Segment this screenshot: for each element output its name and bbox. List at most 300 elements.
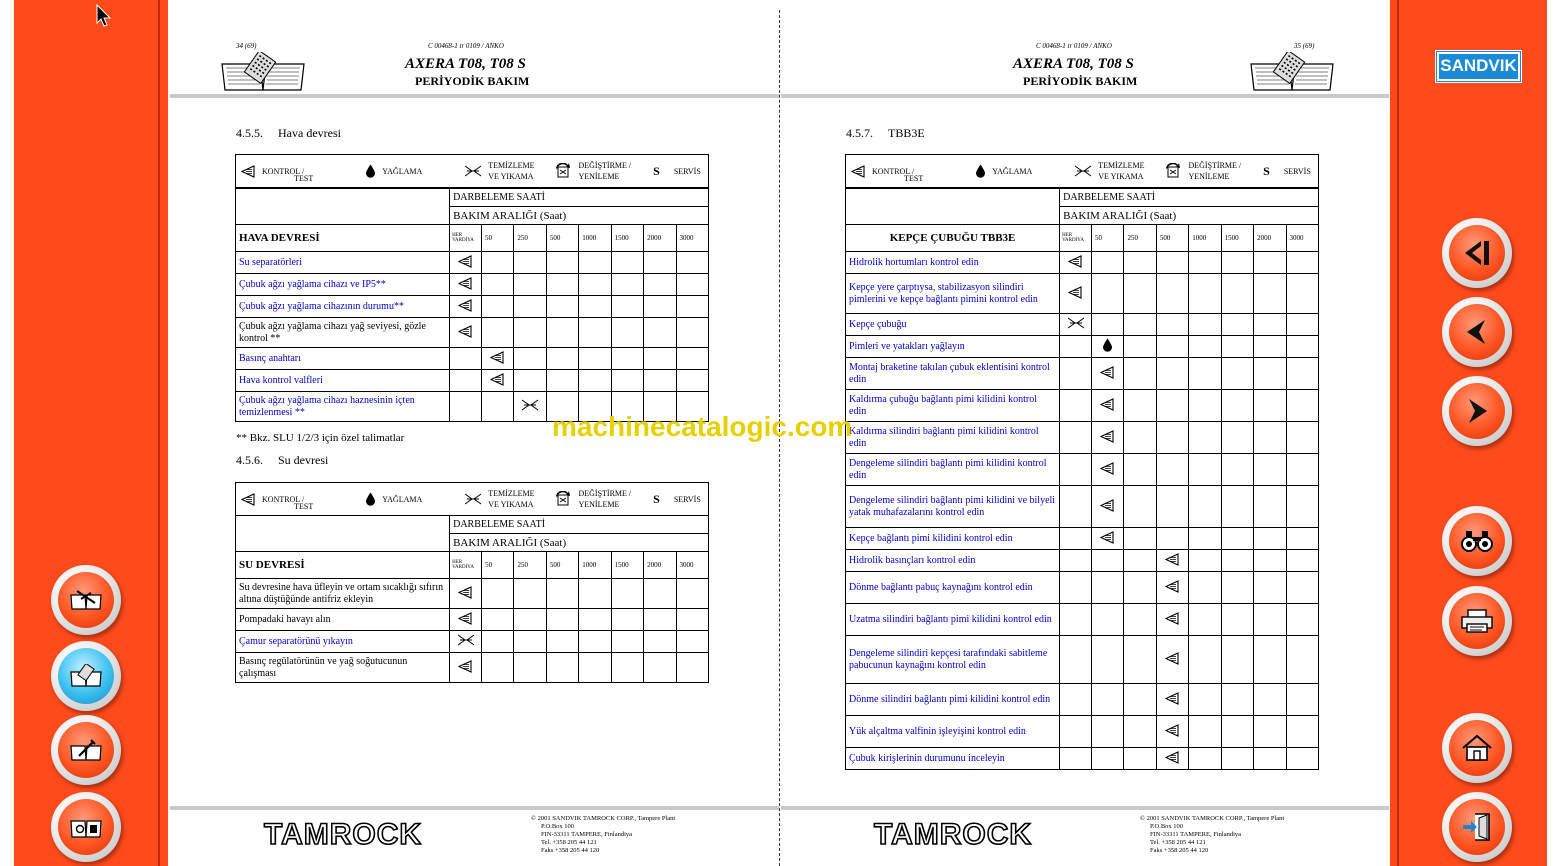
empty-cell — [611, 579, 643, 609]
control-mark-icon — [1156, 748, 1188, 770]
empty-cell — [546, 609, 578, 631]
empty-cell — [514, 318, 546, 348]
control-mark-icon — [1060, 252, 1092, 274]
empty-cell — [482, 609, 514, 631]
empty-cell — [1254, 604, 1286, 636]
interval-header: HER VARDİYA — [1060, 225, 1092, 252]
empty-cell — [482, 274, 514, 296]
table-row — [236, 274, 709, 296]
empty-cell — [546, 318, 578, 348]
empty-cell — [514, 609, 546, 631]
empty-cell — [1060, 454, 1092, 486]
control-mark-icon — [482, 348, 514, 370]
empty-cell — [1189, 314, 1221, 336]
table-row — [846, 336, 1319, 358]
task-label: Dengeleme silindiri bağlantı pimi kilidini kontrol edin — [846, 454, 1060, 486]
empty-cell — [1156, 454, 1188, 486]
empty-cell — [514, 296, 546, 318]
section-heading: 4.5.6. Su devresi — [236, 453, 329, 467]
legend-service: S SERVİS — [653, 163, 701, 178]
footnote: ** Bkz. SLU 1/2/3 için özel talimatlar — [236, 432, 405, 444]
empty-cell — [482, 318, 514, 348]
empty-cell — [1286, 572, 1318, 604]
first-page-button[interactable] — [1442, 218, 1512, 288]
interval-header: 250 — [1124, 225, 1156, 252]
control-mark-icon — [450, 296, 482, 318]
empty-cell — [1189, 716, 1221, 748]
table-title: KEPÇE ÇUBUĞU TBB3E — [846, 225, 1060, 252]
empty-cell — [1286, 748, 1318, 770]
empty-cell — [1254, 314, 1286, 336]
print-icon — [1449, 593, 1505, 649]
interval-header: 50 — [482, 552, 514, 579]
empty-cell — [450, 348, 482, 370]
control-mark-icon — [1092, 486, 1124, 528]
table-row — [236, 348, 709, 370]
empty-cell — [676, 348, 709, 370]
empty-cell — [644, 653, 676, 683]
tools-book-icon — [58, 722, 114, 778]
task-label: Kepçe bağlantı pimi kilidini kontrol edin — [846, 528, 1060, 550]
empty-cell — [1156, 528, 1188, 550]
empty-cell — [579, 653, 611, 683]
table-row — [846, 528, 1319, 550]
table-row — [236, 609, 709, 631]
legend-clean: TEMİZLEME VE YIKAMA — [1074, 160, 1144, 182]
page-number: 35 (69) — [1294, 42, 1315, 50]
empty-cell — [1254, 550, 1286, 572]
symbol-legend — [235, 154, 709, 188]
interval-header: 3000 — [676, 552, 708, 579]
empty-cell — [611, 609, 643, 631]
empty-cell — [514, 631, 546, 653]
empty-cell — [1124, 572, 1156, 604]
legend-service: S SERVİS — [1263, 163, 1311, 178]
empty-cell — [644, 631, 676, 653]
table-row — [846, 636, 1319, 684]
maintenance-table — [235, 188, 709, 422]
empty-cell — [1254, 748, 1286, 770]
empty-cell — [1060, 390, 1092, 422]
empty-cell — [546, 274, 578, 296]
task-label: Kepçe çubuğu — [846, 314, 1060, 336]
empty-cell — [1286, 422, 1318, 454]
empty-cell — [1060, 636, 1092, 684]
legend-lube: YAĞLAMA — [365, 164, 422, 178]
control-mark-icon — [1156, 604, 1188, 636]
empty-cell — [1189, 528, 1221, 550]
empty-cell — [644, 579, 676, 609]
empty-cell — [1092, 604, 1124, 636]
table-row — [846, 390, 1319, 422]
empty-cell — [1221, 454, 1253, 486]
page-number: 34 (69) — [236, 42, 257, 50]
task-label: Uzatma silindiri bağlantı pimi kilidini kontrol edin — [846, 604, 1060, 636]
empty-cell — [579, 370, 611, 392]
manual-book-button[interactable] — [51, 641, 121, 711]
tools-book-button[interactable] — [51, 715, 121, 785]
empty-cell — [644, 318, 676, 348]
empty-cell — [1221, 716, 1253, 748]
table-corner — [236, 516, 450, 552]
interval-header: 1000 — [579, 552, 611, 579]
empty-cell — [1189, 358, 1221, 390]
empty-cell — [1124, 422, 1156, 454]
empty-cell — [1189, 274, 1221, 314]
empty-cell — [611, 370, 643, 392]
legend-replace: DEĞİŞTİRME / YENİLEME — [554, 488, 631, 510]
empty-cell — [1189, 454, 1221, 486]
empty-cell — [1254, 636, 1286, 684]
interval-header: 500 — [546, 225, 578, 252]
empty-cell — [1124, 716, 1156, 748]
empty-cell — [644, 609, 676, 631]
exit-button[interactable] — [1442, 792, 1512, 862]
legend-clean: TEMİZLEME VE YIKAMA — [464, 160, 534, 182]
first-page-icon — [1449, 225, 1505, 281]
empty-cell — [676, 653, 708, 683]
empty-cell — [1286, 684, 1318, 716]
empty-cell — [1254, 486, 1286, 528]
symbol-legend — [845, 154, 1319, 188]
empty-cell — [482, 392, 514, 422]
empty-cell — [1221, 314, 1253, 336]
empty-cell — [1221, 336, 1253, 358]
tamrock-logo: TAMROCK — [874, 818, 1033, 851]
empty-cell — [1221, 604, 1253, 636]
empty-cell — [514, 274, 546, 296]
empty-cell — [1286, 358, 1318, 390]
doc-subtitle: PERİYODİK BAKIM — [1023, 74, 1138, 88]
empty-cell — [644, 274, 676, 296]
footer-address: © 2001 SANDVIK TAMROCK CORP., Tampere Plant P.O.Box 100 FIN-33311 TAMPERE, Finlandiya Tel. +358 205 44 121 Faks +358 205 44 120 — [1140, 815, 1285, 854]
task-label: Su devresine hava üfleyin ve ortam sıcaklığı sıfırın altına düştüğünde antifriz ekleyin — [236, 579, 450, 609]
table-row — [236, 296, 709, 318]
empty-cell — [1286, 486, 1318, 528]
table-row — [846, 748, 1319, 770]
empty-cell — [1189, 390, 1221, 422]
empty-cell — [1060, 358, 1092, 390]
empty-cell — [1254, 390, 1286, 422]
empty-cell — [1221, 684, 1253, 716]
empty-cell — [1254, 454, 1286, 486]
task-label: Çamur separatörünü yıkayın — [236, 631, 450, 653]
empty-cell — [1156, 314, 1188, 336]
interval-header: 500 — [546, 552, 578, 579]
doc-subtitle: PERİYODİK BAKIM — [415, 74, 530, 88]
parts-book-button[interactable] — [51, 792, 121, 862]
clean-mark-icon — [1060, 314, 1092, 336]
empty-cell — [1254, 422, 1286, 454]
legend-service: S SERVİS — [653, 491, 701, 506]
empty-cell — [1156, 252, 1188, 274]
empty-cell — [1189, 550, 1221, 572]
empty-cell — [1286, 604, 1318, 636]
task-label: Dengeleme silindiri bağlantı pimi kilidini ve bilyeli yatak muhafazalarını kontrol edin — [846, 486, 1060, 528]
task-label: Kepçe yere çarptıysa, stabilizasyon silindiri pimlerini ve kepçe bağlantı pimini kontrol edin — [846, 274, 1060, 314]
table-row — [846, 486, 1319, 528]
legend-control: KONTROL / — [241, 165, 304, 178]
control-mark-icon — [1092, 358, 1124, 390]
task-label: Hava kontrol valfleri — [236, 370, 450, 392]
next-page-button[interactable] — [1442, 376, 1512, 446]
contents-icon — [58, 572, 114, 628]
search-binoculars-icon — [1449, 513, 1505, 569]
interval-header: 1000 — [579, 225, 611, 252]
empty-cell — [546, 348, 578, 370]
empty-cell — [1092, 572, 1124, 604]
legend-clean: TEMİZLEME VE YIKAMA — [464, 488, 534, 510]
header-rule-left — [170, 94, 779, 98]
table-row — [236, 318, 709, 348]
table-row — [846, 716, 1319, 748]
empty-cell — [1286, 252, 1318, 274]
empty-cell — [611, 631, 643, 653]
table-row — [846, 252, 1319, 274]
empty-cell — [1286, 274, 1318, 314]
empty-cell — [1254, 572, 1286, 604]
empty-cell — [1060, 422, 1092, 454]
empty-cell — [1221, 252, 1253, 274]
control-mark-icon — [1092, 454, 1124, 486]
empty-cell — [1221, 550, 1253, 572]
legend-lube: YAĞLAMA — [975, 164, 1032, 178]
empty-cell — [1189, 748, 1221, 770]
empty-cell — [514, 348, 546, 370]
table-row — [846, 550, 1319, 572]
home-button[interactable] — [1442, 713, 1512, 783]
interval-label: BAKIM ARALIĞI (Saat) — [450, 534, 709, 552]
empty-cell — [579, 348, 611, 370]
empty-cell — [546, 370, 578, 392]
empty-cell — [1060, 572, 1092, 604]
empty-cell — [546, 579, 578, 609]
legend-replace: DEĞİŞTİRME / YENİLEME — [1164, 160, 1241, 182]
empty-cell — [579, 318, 611, 348]
interval-header: 2000 — [1254, 225, 1286, 252]
empty-cell — [482, 653, 514, 683]
control-mark-icon — [450, 609, 482, 631]
empty-cell — [1156, 358, 1188, 390]
empty-cell — [1254, 684, 1286, 716]
empty-cell — [644, 348, 676, 370]
empty-cell — [1124, 274, 1156, 314]
empty-cell — [1189, 572, 1221, 604]
impact-hours-label: DARBELEME SAATİ — [450, 189, 709, 207]
table-title: HAVA DEVRESİ — [236, 225, 450, 252]
empty-cell — [1156, 274, 1188, 314]
empty-cell — [579, 274, 611, 296]
empty-cell — [676, 370, 709, 392]
empty-cell — [1286, 716, 1318, 748]
legend-control: KONTROL / — [851, 165, 914, 178]
interval-header: 50 — [482, 225, 514, 252]
doc-title: AXERA T08, T08 S — [1013, 56, 1134, 72]
empty-cell — [1189, 486, 1221, 528]
empty-cell — [1124, 748, 1156, 770]
empty-cell — [579, 296, 611, 318]
interval-label: BAKIM ARALIĞI (Saat) — [450, 207, 709, 225]
empty-cell — [1221, 486, 1253, 528]
empty-cell — [676, 609, 708, 631]
interval-header: 1500 — [611, 225, 643, 252]
empty-cell — [482, 252, 514, 274]
empty-cell — [1156, 390, 1188, 422]
impact-hours-label: DARBELEME SAATİ — [450, 516, 709, 534]
empty-cell — [1156, 336, 1188, 358]
empty-cell — [1124, 528, 1156, 550]
interval-header: HER VARDİYA — [450, 552, 482, 579]
table-row — [846, 684, 1319, 716]
doc-code: C 00468-1 tr 0109 / ANKO — [428, 42, 504, 50]
interval-header: 1000 — [1189, 225, 1221, 252]
empty-cell — [676, 274, 709, 296]
doc-title: AXERA T08, T08 S — [405, 56, 526, 72]
empty-cell — [1060, 486, 1092, 528]
empty-cell — [1124, 550, 1156, 572]
clean-mark-icon — [450, 631, 482, 653]
empty-cell — [1286, 528, 1318, 550]
empty-cell — [482, 579, 514, 609]
empty-cell — [1189, 684, 1221, 716]
table-corner — [846, 189, 1060, 225]
footer-rule-right — [781, 806, 1389, 810]
task-label: Pompadaki havayı alın — [236, 609, 450, 631]
task-label: Çubuk ağzı yağlama cihazı yağ seviyesi, gözle kontrol ** — [236, 318, 450, 348]
home-icon — [1449, 720, 1505, 776]
interval-header: 1500 — [611, 552, 643, 579]
task-label: Yük alçaltma valfinin işleyişini kontrol edin — [846, 716, 1060, 748]
empty-cell — [1254, 716, 1286, 748]
table-row — [846, 604, 1319, 636]
task-label: Dönme bağlantı pabuç kaynağını kontrol edin — [846, 572, 1060, 604]
legend-control: KONTROL / — [241, 493, 304, 506]
table-row — [236, 370, 709, 392]
empty-cell — [546, 631, 578, 653]
search-button[interactable] — [1442, 506, 1512, 576]
empty-cell — [1189, 252, 1221, 274]
empty-cell — [1124, 390, 1156, 422]
previous-page-button[interactable] — [1442, 297, 1512, 367]
mouse-cursor-icon — [96, 4, 112, 28]
exit-icon — [1449, 799, 1505, 855]
empty-cell — [514, 653, 546, 683]
footer-rule-left — [170, 806, 779, 810]
empty-cell — [611, 348, 643, 370]
empty-cell — [579, 252, 611, 274]
task-label: Kaldırma silindiri bağlantı pimi kilidini kontrol edin — [846, 422, 1060, 454]
empty-cell — [1092, 748, 1124, 770]
empty-cell — [579, 631, 611, 653]
legend-replace: DEĞİŞTİRME / YENİLEME — [554, 160, 631, 182]
empty-cell — [611, 296, 643, 318]
empty-cell — [1221, 528, 1253, 550]
table-row — [236, 653, 709, 683]
empty-cell — [1254, 274, 1286, 314]
empty-cell — [482, 296, 514, 318]
previous-page-icon — [1449, 304, 1505, 360]
empty-cell — [1221, 274, 1253, 314]
print-button[interactable] — [1442, 586, 1512, 656]
table-row — [236, 252, 709, 274]
empty-cell — [611, 252, 643, 274]
empty-cell — [1189, 336, 1221, 358]
empty-cell — [644, 370, 676, 392]
interval-header: 50 — [1092, 225, 1124, 252]
empty-cell — [1221, 748, 1253, 770]
control-mark-icon — [482, 370, 514, 392]
legend-control-sub: TEST — [904, 173, 924, 183]
control-mark-icon — [1156, 716, 1188, 748]
empty-cell — [676, 252, 709, 274]
symbol-legend — [235, 482, 709, 516]
contents-button[interactable] — [51, 565, 121, 635]
interval-header: 500 — [1156, 225, 1188, 252]
table-row — [846, 422, 1319, 454]
next-page-icon — [1449, 383, 1505, 439]
table-row — [846, 358, 1319, 390]
footer-address: © 2001 SANDVIK TAMROCK CORP., Tampere Plant P.O.Box 100 FIN-33311 TAMPERE, Finlandiya Tel. +358 205 44 121 Faks +358 205 44 120 — [531, 815, 676, 854]
task-label: Pimleri ve yatakları yağlayın — [846, 336, 1060, 358]
control-mark-icon — [450, 579, 482, 609]
task-label: Su separatörleri — [236, 252, 450, 274]
maintenance-table — [235, 515, 709, 683]
control-mark-icon — [1092, 422, 1124, 454]
open-book-icon — [220, 52, 306, 92]
empty-cell — [611, 274, 643, 296]
table-row — [846, 454, 1319, 486]
empty-cell — [1124, 336, 1156, 358]
interval-header: HER VARDİYA — [450, 225, 482, 252]
legend-control-sub: TEST — [294, 173, 314, 183]
open-book-icon — [1249, 52, 1335, 92]
empty-cell — [1124, 454, 1156, 486]
legend-lube: YAĞLAMA — [365, 492, 422, 506]
empty-cell — [644, 252, 676, 274]
control-mark-icon — [1156, 550, 1188, 572]
table-row — [846, 274, 1319, 314]
interval-header: 3000 — [1286, 225, 1318, 252]
interval-header: 1500 — [1221, 225, 1253, 252]
task-label: Kaldırma çubuğu bağlantı pimi kilidini kontrol edin — [846, 390, 1060, 422]
task-label: Basınç anahtarı — [236, 348, 450, 370]
empty-cell — [1189, 422, 1221, 454]
control-mark-icon — [1092, 390, 1124, 422]
task-label: Montaj braketine takılan çubuk eklentisini kontrol edin — [846, 358, 1060, 390]
control-mark-icon — [1060, 274, 1092, 314]
legend-control-sub: TEST — [294, 501, 314, 511]
empty-cell — [1221, 636, 1253, 684]
task-label: Dönme silindiri bağlantı pimi kilidini kontrol edin — [846, 684, 1060, 716]
task-label: Hidrolik basınçları kontrol edin — [846, 550, 1060, 572]
control-mark-icon — [1156, 636, 1188, 684]
empty-cell — [1286, 314, 1318, 336]
empty-cell — [450, 392, 482, 422]
empty-cell — [482, 631, 514, 653]
empty-cell — [1092, 684, 1124, 716]
empty-cell — [546, 296, 578, 318]
empty-cell — [1060, 528, 1092, 550]
watermark: machinecatalogic.com — [552, 411, 853, 442]
control-mark-icon — [450, 653, 482, 683]
task-label: Basınç regülatörünün ve yağ soğutucunun çalışması — [236, 653, 450, 683]
interval-header: 250 — [514, 552, 546, 579]
empty-cell — [1286, 550, 1318, 572]
table-row — [846, 572, 1319, 604]
empty-cell — [1124, 636, 1156, 684]
task-label: Çubuk ağzı yağlama cihazı ve IP5** — [236, 274, 450, 296]
empty-cell — [1286, 636, 1318, 684]
